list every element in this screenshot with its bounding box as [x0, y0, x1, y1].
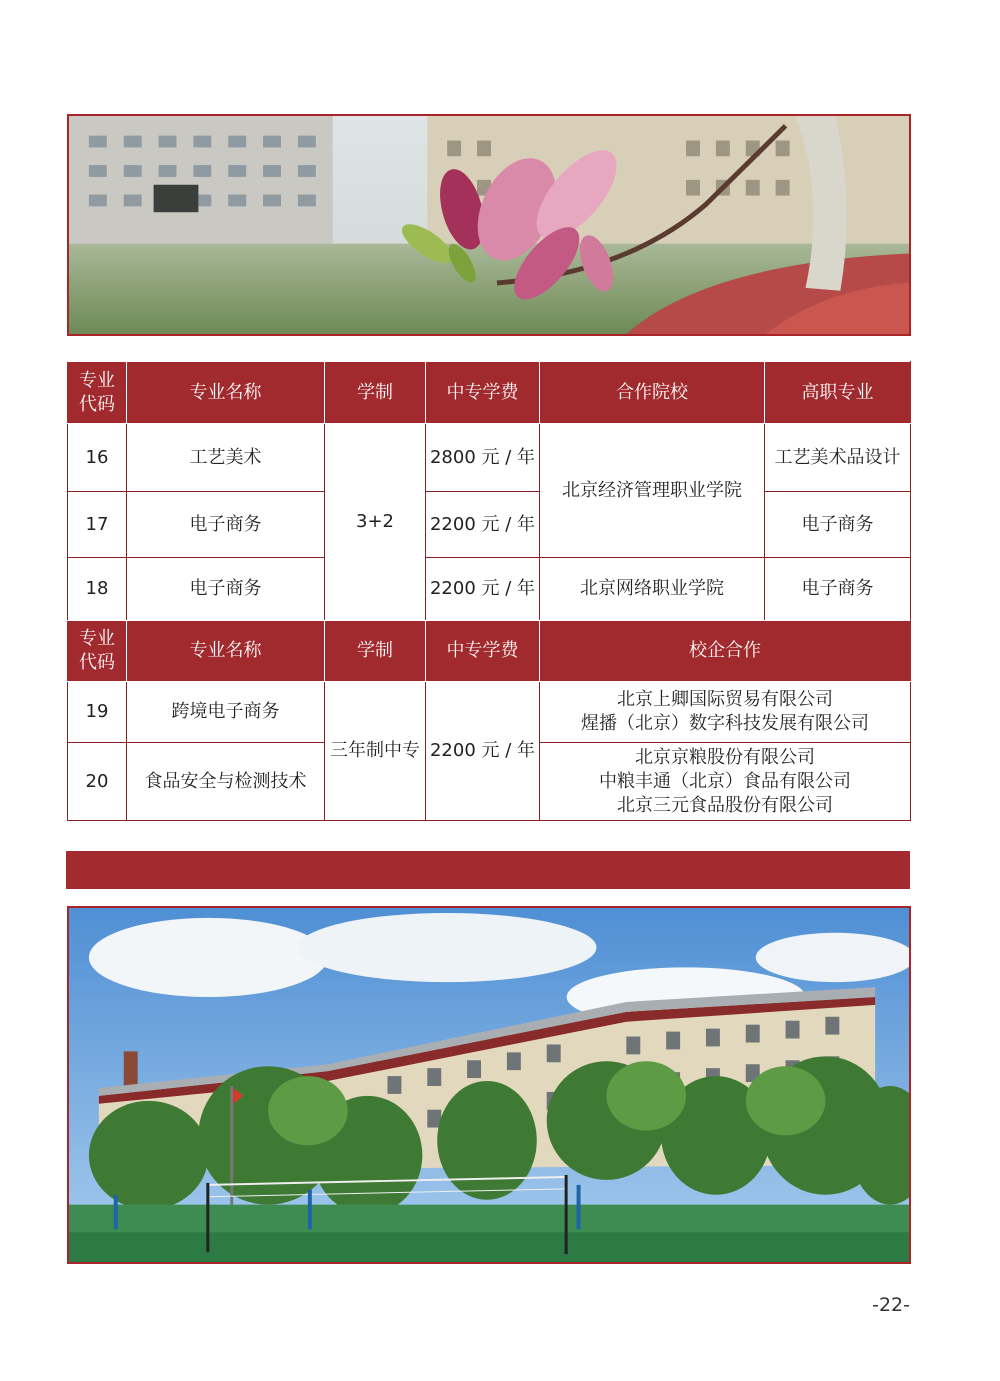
enterprise-partners — [540, 743, 911, 821]
major-code: 17 — [68, 492, 127, 558]
table-row — [68, 558, 911, 621]
header-major-name: 专业名称 — [127, 362, 325, 424]
duration-cell: 3+2 — [325, 424, 426, 621]
table-row — [68, 424, 911, 492]
table-row — [68, 492, 911, 558]
header-fee: 中专学费 — [426, 362, 540, 424]
partner-college: 北京网络职业学院 — [540, 558, 765, 621]
fee-cell: 2800 元 / 年 — [426, 424, 540, 492]
partner-company: 煋播（北京）数字科技发展有限公司 — [581, 713, 869, 734]
partner-company: 北京京粮股份有限公司 — [635, 746, 815, 768]
header-major-code: 专业 代码 — [68, 621, 127, 682]
header-fee: 中专学费 — [426, 621, 540, 682]
header-major-name: 专业名称 — [127, 621, 325, 682]
major-name: 电子商务 — [127, 558, 325, 621]
header-higher-major: 高职专业 — [765, 362, 911, 424]
higher-major: 电子商务 — [765, 492, 911, 558]
page-number: -22- — [872, 1294, 910, 1316]
higher-major: 电子商务 — [765, 558, 911, 621]
duration-cell: 三年制中专 — [325, 682, 426, 821]
higher-major: 工艺美术品设计 — [765, 424, 911, 492]
table-row — [68, 682, 911, 743]
enterprise-partners — [540, 682, 911, 743]
major-code: 16 — [68, 424, 127, 492]
table-header-row — [68, 621, 911, 682]
fee-cell: 2200 元 / 年 — [426, 492, 540, 558]
partner-company: 北京三元食品股份有限公司 — [617, 794, 833, 816]
major-name: 食品安全与检测技术 — [127, 743, 325, 821]
major-code: 18 — [68, 558, 127, 621]
major-name: 工艺美术 — [127, 424, 325, 492]
header-major-code: 专业 代码 — [68, 362, 127, 424]
header-enterprise-partner: 校企合作 — [540, 621, 911, 682]
partner-college: 北京经济管理职业学院 — [540, 424, 765, 558]
header-partner-college: 合作院校 — [540, 362, 765, 424]
fee-cell: 2200 元 / 年 — [426, 558, 540, 621]
header-duration: 学制 — [325, 362, 426, 424]
table-header-row — [68, 362, 911, 424]
program-table-3plus2 — [67, 361, 911, 621]
campus-photo-building — [67, 906, 911, 1264]
partner-company: 中粮丰通（北京）食品有限公司 — [599, 770, 851, 792]
fee-cell: 2200 元 / 年 — [426, 682, 540, 821]
header-duration: 学制 — [325, 621, 426, 682]
major-name: 跨境电子商务 — [127, 682, 325, 743]
program-table-3year — [67, 620, 911, 821]
campus-photo-magnolia — [67, 114, 911, 336]
major-name: 电子商务 — [127, 492, 325, 558]
decorative-red-band — [66, 851, 910, 889]
partner-company: 北京上卿国际贸易有限公司 — [617, 689, 833, 710]
major-code: 20 — [68, 743, 127, 821]
major-code: 19 — [68, 682, 127, 743]
